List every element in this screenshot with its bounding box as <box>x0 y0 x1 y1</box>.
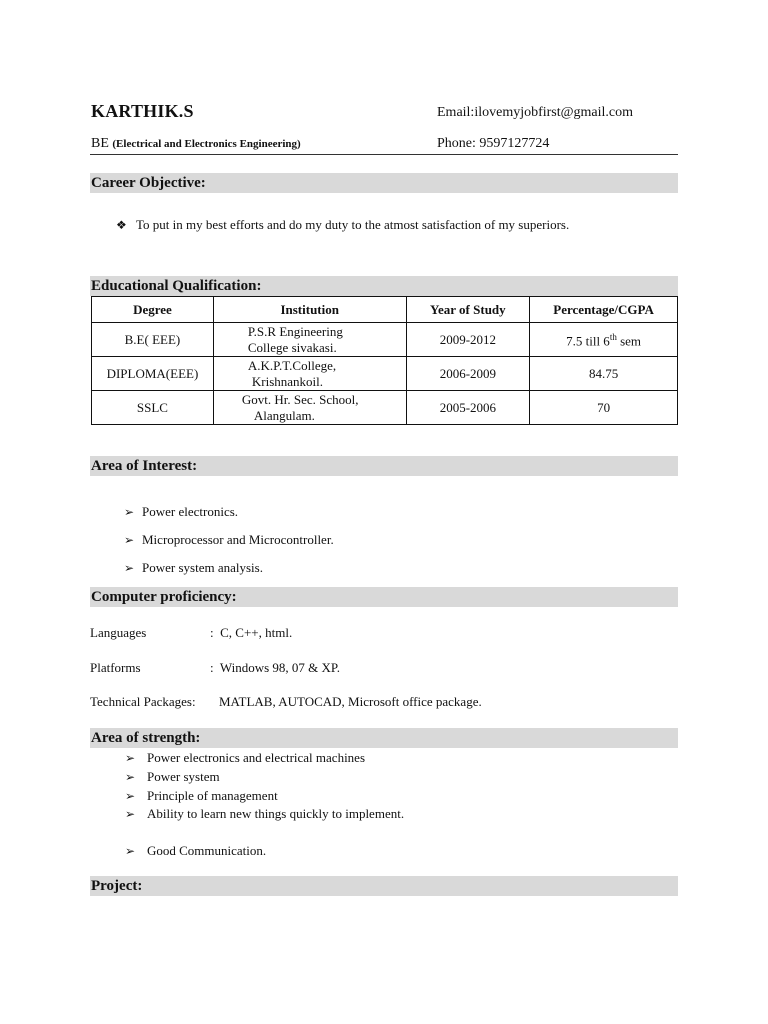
languages-value: : C, C++, html. <box>210 625 293 640</box>
diamond-bullet-icon: ❖ <box>116 218 127 232</box>
degree-cell: DIPLOMA(EEE) <box>92 357 214 391</box>
institution-line: Alangulam. <box>253 407 315 423</box>
list-item-text: Ability to learn new things quickly to implement. <box>147 806 405 821</box>
year-cell: 2009-2012 <box>406 323 530 357</box>
table-header-row <box>92 297 678 323</box>
packages-row <box>90 694 482 710</box>
score-cell: 84.75 <box>530 357 678 391</box>
table-row <box>92 357 678 391</box>
arrow-bullet-icon: ➢ <box>125 807 136 821</box>
section-heading-project: Project: <box>90 876 678 896</box>
section-heading-computer: Computer proficiency: <box>90 587 678 607</box>
score-cell <box>530 323 678 357</box>
email-text: Email:ilovemyjobfirst@gmail.com <box>437 105 634 120</box>
institution-line: College sivakasi. <box>247 339 337 355</box>
score-suffix: sem <box>616 333 642 349</box>
section-heading-interest: Area of Interest: <box>90 456 678 476</box>
languages-row <box>90 625 292 641</box>
list-item <box>125 750 365 766</box>
degree-full: (Electrical and Electronics Engineering) <box>112 138 301 150</box>
list-item <box>125 843 266 859</box>
packages-label: Technical Packages: <box>90 694 196 709</box>
languages-label: Languages <box>90 625 147 640</box>
list-item <box>124 532 334 548</box>
arrow-bullet-icon: ➢ <box>124 561 135 575</box>
list-item-text: Power system analysis. <box>142 560 263 575</box>
column-header: Year of Study <box>406 297 530 323</box>
list-item <box>125 806 404 822</box>
institution-line: P.S.R Engineering <box>247 323 343 339</box>
degree-cell: SSLC <box>92 391 214 425</box>
arrow-bullet-icon: ➢ <box>125 789 136 803</box>
list-item <box>125 769 220 785</box>
education-table <box>91 296 678 425</box>
institution-line: Govt. Hr. Sec. School, <box>241 391 359 407</box>
arrow-bullet-icon: ➢ <box>124 533 135 547</box>
year-cell: 2006-2009 <box>406 357 530 391</box>
arrow-bullet-icon: ➢ <box>125 751 136 765</box>
institution-cell <box>213 323 406 357</box>
institution-line: A.K.P.T.College, <box>247 357 337 373</box>
degree-line <box>91 136 301 152</box>
list-item <box>124 560 263 576</box>
column-header: Institution <box>213 297 406 323</box>
institution-line: Krishnankoil. <box>251 373 324 389</box>
column-header: Degree <box>92 297 214 323</box>
degree-cell: B.E( EEE) <box>92 323 214 357</box>
section-heading-strength: Area of strength: <box>90 728 678 748</box>
institution-cell <box>213 391 406 425</box>
platforms-label: Platforms <box>90 660 141 675</box>
list-item-text: Microprocessor and Microcontroller. <box>142 532 334 547</box>
section-heading-education: Educational Qualification: <box>90 276 678 296</box>
list-item-text: Power system <box>147 769 220 784</box>
list-item-text: Good Communication. <box>147 843 267 858</box>
institution-cell <box>213 357 406 391</box>
career-objective-text: To put in my best efforts and do my duty to the atmost satisfaction of my superiors. <box>136 217 570 232</box>
table-row <box>92 391 678 425</box>
list-item-text: Principle of management <box>147 788 278 803</box>
degree-abbr: BE <box>91 136 109 151</box>
column-header: Percentage/CGPA <box>530 297 678 323</box>
score-cell: 70 <box>530 391 678 425</box>
list-item <box>125 788 278 804</box>
header-divider <box>90 154 678 155</box>
packages-value: MATLAB, AUTOCAD, Microsoft office package. <box>219 694 482 709</box>
arrow-bullet-icon: ➢ <box>125 770 136 784</box>
arrow-bullet-icon: ➢ <box>124 505 135 519</box>
year-cell: 2005-2006 <box>406 391 530 425</box>
platforms-row <box>90 660 340 676</box>
phone-text: Phone: 9597127724 <box>437 136 550 151</box>
list-item-text: Power electronics. <box>142 504 239 519</box>
score-value: 7.5 till 6 <box>566 333 610 349</box>
arrow-bullet-icon: ➢ <box>125 844 136 858</box>
career-objective-item <box>116 217 569 233</box>
table-row <box>92 323 678 357</box>
candidate-name: KARTHIK.S <box>91 101 194 121</box>
platforms-value: : Windows 98, 07 & XP. <box>210 660 340 675</box>
list-item <box>124 504 238 520</box>
list-item-text: Power electronics and electrical machines <box>147 750 366 765</box>
score-superscript: th <box>609 332 617 343</box>
section-heading-career: Career Objective: <box>90 173 678 193</box>
